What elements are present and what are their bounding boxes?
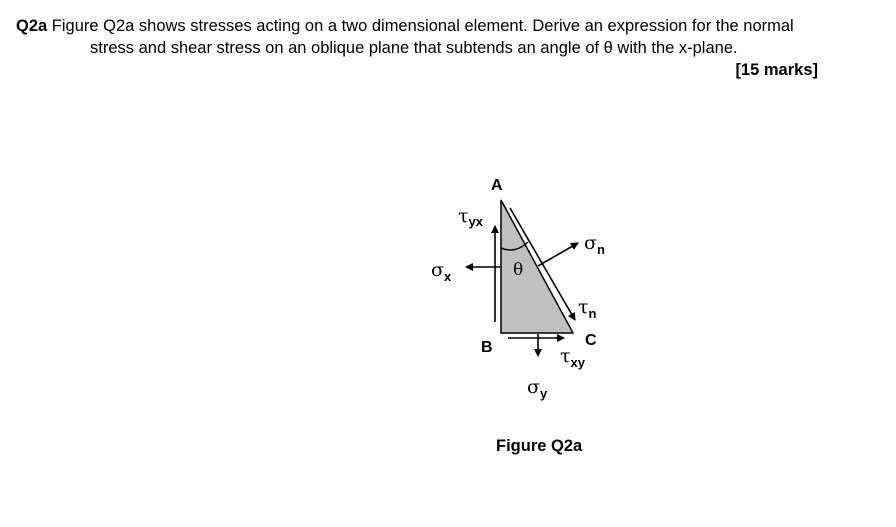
question-text-1: Figure Q2a shows stresses acting on a two dimensional element. Derive an expression for the normal	[51, 17, 794, 35]
point-c-label: C	[585, 332, 597, 349]
sigma-n-arrow	[538, 243, 578, 266]
sigma-x-label: $\sigma_x$	[431, 259, 452, 284]
sigma-y-label: $\sigma_y$	[527, 376, 548, 401]
tau-xy-label: $\tau_{xy}$	[560, 345, 585, 370]
question-number: Q2a	[16, 17, 48, 35]
tau-n-label: $\tau_n$	[578, 296, 597, 321]
triangular-element	[501, 200, 573, 333]
angle-label: θ	[513, 260, 524, 280]
question-marks: [15 marks]	[735, 61, 818, 79]
point-a-label: A	[491, 177, 503, 194]
point-b-label: B	[481, 339, 493, 356]
sigma-n-label: $\sigma_n$	[584, 232, 605, 257]
figure-caption: Figure Q2a	[496, 437, 583, 455]
question-text-2: stress and shear stress on an oblique plane that subtends an angle of θ with the x-plane.	[90, 39, 738, 57]
tau-yx-label: $\tau_{yx}$	[458, 205, 483, 229]
